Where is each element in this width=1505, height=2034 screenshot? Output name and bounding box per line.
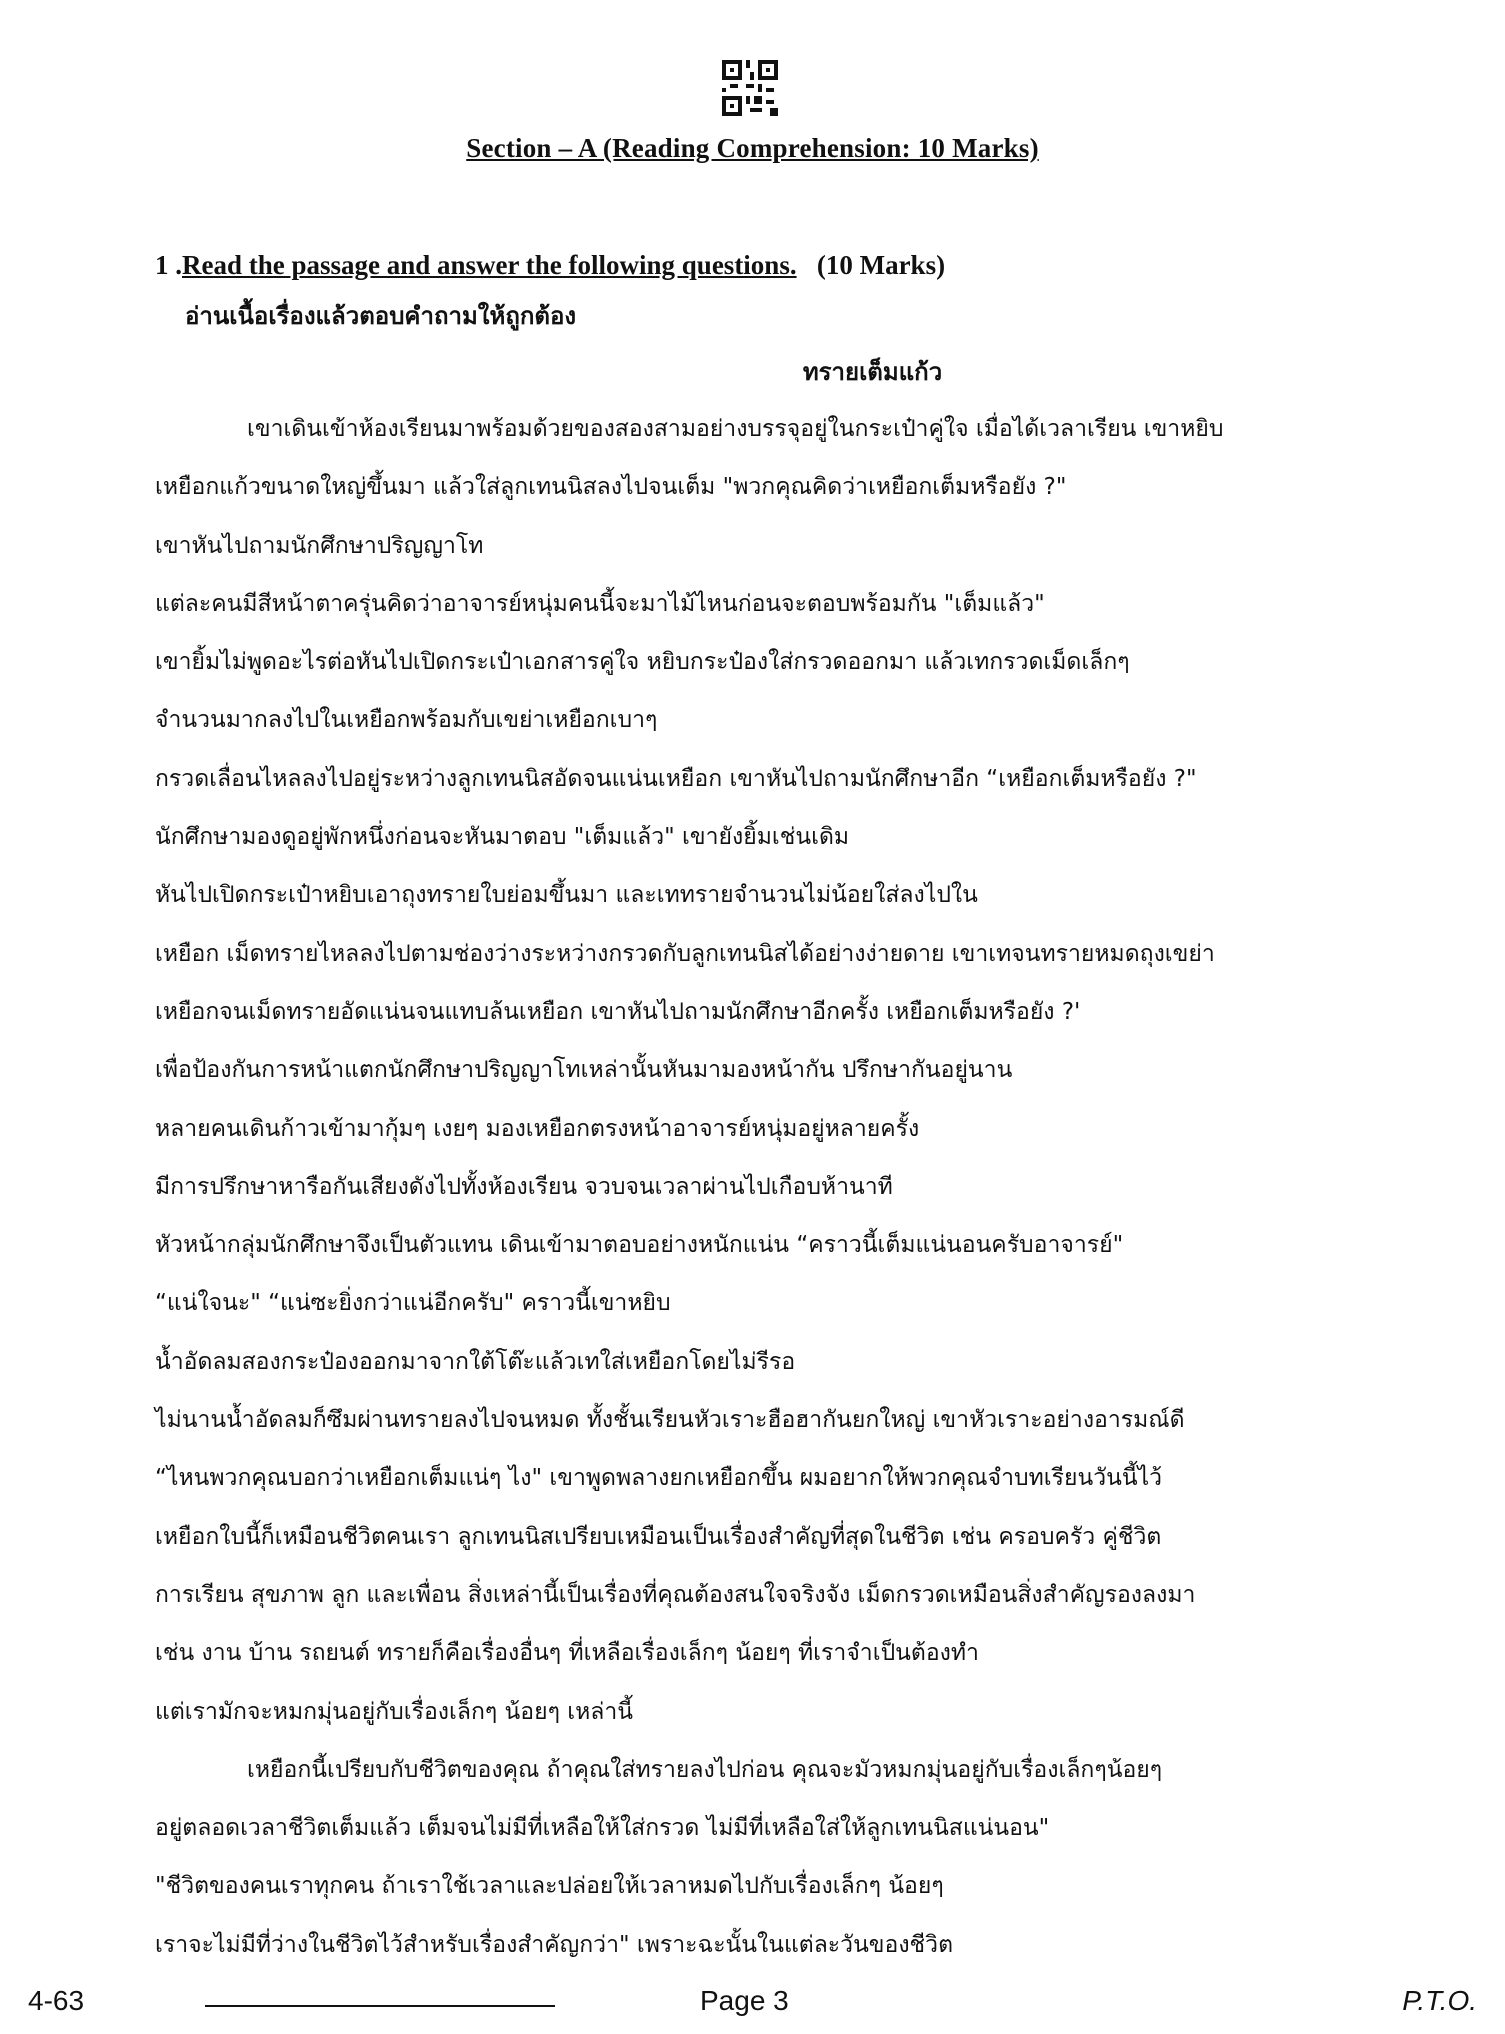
passage-line: เหยือก เม็ดทรายไหลลงไปตามช่องว่างระหว่างกรวดกับลูกเทนนิสได้อย่างง่ายดาย เขาเทจนทรายหมดถุงเขย่า bbox=[155, 940, 1215, 967]
passage-line: เหยือกใบนี้ก็เหมือนชีวิตคนเรา ลูกเทนนิสเปรียบเหมือนเป็นเรื่องสำคัญที่สุดในชีวิต เช่น ครอบครัว คู่ชีวิต bbox=[155, 1523, 1162, 1550]
passage-line: "ชีวิตของคนเราทุกคน ถ้าเราใช้เวลาและปล่อยให้เวลาหมดไปกับเรื่องเล็กๆ น้อยๆ bbox=[155, 1873, 944, 1900]
passage-line: เขาเดินเข้าห้องเรียนมาพร้อมด้วยของสองสามอย่างบรรจุอยู่ในกระเป๋าคู่ใจ เมื่อได้เวลาเรียน เขาหยิบ bbox=[247, 416, 1224, 442]
question-number: 1 . bbox=[155, 250, 182, 280]
passage-line: หัวหน้ากลุ่มนักศึกษาจึงเป็นตัวแทน เดินเข้ามาตอบอย่างหนักแน่น “คราวนี้เต็มแน่นอนครับอาจารย์" bbox=[155, 1232, 1124, 1259]
footer-divider bbox=[205, 2005, 555, 2007]
question-instruction: Read the passage and answer the following questions. bbox=[182, 250, 797, 280]
question-instruction-thai: อ่านเนื้อเรื่องแล้วตอบคำถามให้ถูกต้อง bbox=[185, 302, 577, 330]
question-marks: (10 Marks) bbox=[816, 250, 946, 280]
passage-line: จำนวนมากลงไปในเหยือกพร้อมกับเขย่าเหยือกเบาๆ bbox=[155, 707, 658, 734]
please-turn-over: P.T.O. bbox=[1402, 1985, 1477, 2016]
passage-line: เพื่อป้องกันการหน้าแตกนักศึกษาปริญญาโทเหล่านั้นหันมามองหน้ากัน ปรึกษากันอยู่นาน bbox=[155, 1057, 1013, 1084]
page-number: Page 3 bbox=[700, 1985, 789, 2016]
passage-line: เหยือกแก้วขนาดใหญ่ขึ้นมา แล้วใส่ลูกเทนนิสลงไปจนเต็ม "พวกคุณคิดว่าเหยือกเต็มหรือยัง ?" bbox=[155, 474, 1067, 501]
passage-line: “แน่ใจนะ" “แน่ซะยิ่งกว่าแน่อีกครับ" คราวนี้เขาหยิบ bbox=[155, 1290, 671, 1317]
passage-line: ไม่นานน้ำอัดลมก็ซึมผ่านทรายลงไปจนหมด ทั้งชั้นเรียนหัวเราะฮือฮากันยกใหญ่ เขาหัวเราะอย่างอารมณ์ดี bbox=[155, 1407, 1185, 1434]
passage-line: หลายคนเดินก้าวเข้ามากุ้มๆ เงยๆ มองเหยือกตรงหน้าอาจารย์หนุ่มอยู่หลายครั้ง bbox=[155, 1115, 920, 1142]
passage-line: เช่น งาน บ้าน รถยนต์ ทรายก็คือเรื่องอื่นๆ ที่เหลือเรื่องเล็กๆ น้อยๆ ที่เราจำเป็นต้องทำ bbox=[155, 1640, 979, 1667]
passage-line: แต่ละคนมีสีหน้าตาครุ่นคิดว่าอาจารย์หนุ่มคนนี้จะมาไม้ไหนก่อนจะตอบพร้อมกัน "เต็มแล้ว" bbox=[155, 590, 1045, 617]
passage-line: กรวดเลื่อนไหลลงไปอยู่ระหว่างลูกเทนนิสอัดจนแน่นเหยือก เขาหันไปถามนักศึกษาอีก “เหยือกเต็มหรือยัง ?" bbox=[155, 765, 1197, 792]
passage-line: อยู่ตลอดเวลาชีวิตเต็มแล้ว เต็มจนไม่มีที่เหลือให้ใส่กรวด ไม่มีที่เหลือใส่ให้ลูกเทนนิสแน่นอน" bbox=[155, 1815, 1050, 1842]
passage-line: นักศึกษามองดูอยู่พักหนึ่งก่อนจะหันมาตอบ "เต็มแล้ว" เขายังยิ้มเช่นเดิม bbox=[155, 824, 850, 851]
qr-code-icon bbox=[722, 60, 778, 116]
passage-line: มีการปรึกษาหารือกันเสียงดังไปทั้งห้องเรียน จวบจนเวลาผ่านไปเกือบห้านาที bbox=[155, 1173, 893, 1200]
passage-line: น้ำอัดลมสองกระป๋องออกมาจากใต้โต๊ะแล้วเทใส่เหยือกโดยไม่รีรอ bbox=[155, 1348, 796, 1375]
passage-line: “ไหนพวกคุณบอกว่าเหยือกเต็มแน่ๆ ไง" เขาพูดพลางยกเหยือกขึ้น ผมอยากให้พวกคุณจำบทเรียนวันนี้ไว้ bbox=[155, 1465, 1163, 1492]
passage-line: แต่เรามักจะหมกมุ่นอยู่กับเรื่องเล็กๆ น้อยๆ เหล่านี้ bbox=[155, 1698, 633, 1725]
passage-line: การเรียน สุขภาพ ลูก และเพื่อน สิ่งเหล่านี้เป็นเรื่องที่คุณต้องสนใจจริงจัง เม็ดกรวดเหมือนสิ่งสำคัญรองลงมา bbox=[155, 1581, 1196, 1608]
passage-line: เขาหันไปถามนักศึกษาปริญญาโท bbox=[155, 532, 484, 559]
passage-body bbox=[155, 400, 1355, 1974]
section-title: Section – A (Reading Comprehension: 10 Marks) bbox=[466, 133, 1039, 163]
passage-line: เหยือกจนเม็ดทรายอัดแน่นจนแทบล้นเหยือก เขาหันไปถามนักศึกษาอีกครั้ง เหยือกเต็มหรือยัง ?' bbox=[155, 998, 1081, 1025]
passage-line: เขายิ้มไม่พูดอะไรต่อหันไปเปิดกระเป๋าเอกสารคู่ใจ หยิบกระป๋องใส่กรวดออกมา แล้วเทกรวดเม็ดเล็กๆ bbox=[155, 649, 1130, 676]
page-footer bbox=[0, 1985, 1505, 2025]
passage-line: หันไปเปิดกระเป๋าหยิบเอาถุงทรายใบย่อมขึ้นมา และเททรายจำนวนไม่น้อยใส่ลงไปใน bbox=[155, 882, 978, 909]
passage-line: เหยือกนี้เปรียบกับชีวิตของคุณ ถ้าคุณใส่ทรายลงไปก่อน คุณจะมัวหมกมุ่นอยู่กับเรื่องเล็กๆน้อยๆ bbox=[247, 1756, 1163, 1783]
question-heading bbox=[155, 250, 945, 281]
passage-title: ทรายเต็มแก้ว bbox=[802, 358, 943, 386]
passage-line: เราจะไม่มีที่ว่างในชีวิตไว้สำหรับเรื่องสำคัญกว่า" เพราะฉะนั้นในแต่ละวันของชีวิต bbox=[155, 1931, 954, 1958]
paper-code: 4-63 bbox=[28, 1985, 85, 2016]
